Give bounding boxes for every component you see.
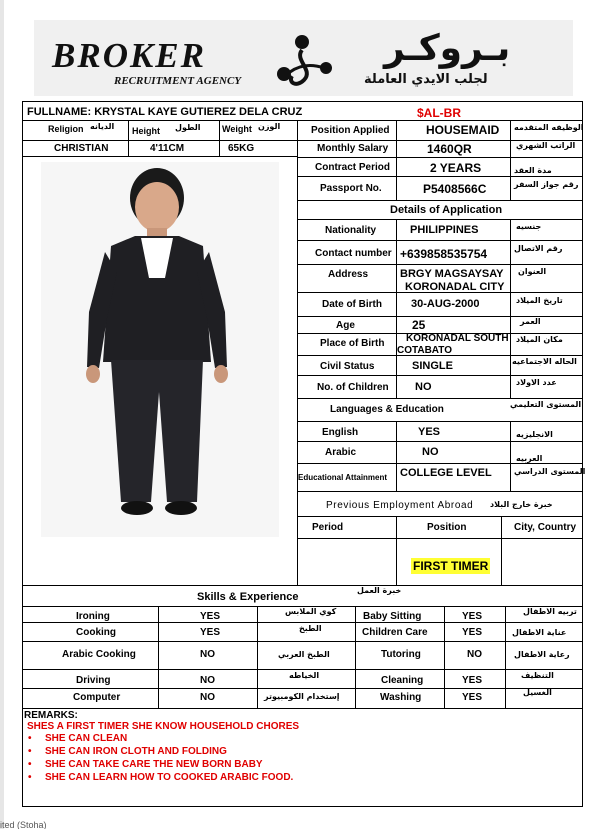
tagline-arabic: لجلب الايدي العاملة [364, 72, 488, 87]
skill-label-ar: رعاية الاطفال [514, 650, 570, 659]
children-label-ar: عدد الاولاد [516, 378, 557, 387]
skill-label-ar: إستخدام الكومبيوتر [264, 692, 340, 701]
address-line1: BRGY MAGSAYSAY [400, 268, 504, 280]
skill-label: Tutoring [381, 649, 421, 660]
english-label: English [322, 427, 359, 438]
languages-title-ar: المستوى التعليمي [510, 400, 582, 409]
age-label-ar: العمر [520, 317, 541, 326]
education-label-ar: المستوى الدراسي [514, 467, 586, 476]
reference-code: $AL-BR [417, 106, 461, 120]
position-label: Position Applied [311, 125, 390, 136]
contact-value: +639858535754 [400, 247, 488, 261]
skill-value: YES [200, 627, 221, 638]
skill-label-ar: تربيه الاطفال [523, 607, 577, 616]
skill-value: NO [200, 692, 215, 703]
skill-label: Children Care [362, 627, 428, 638]
contact-label: Contact number [315, 248, 392, 259]
skills-title-ar: خبرة العمل [357, 586, 402, 595]
brand-name: BROKER [52, 36, 206, 75]
arabic-value: NO [422, 446, 439, 458]
agency-name: RECRUITMENT AGENCY [114, 75, 242, 87]
pob-label-ar: مكان الميلاد [516, 335, 563, 344]
passport-label: Passport No. [320, 183, 382, 194]
height-label-ar: الطول [175, 123, 201, 132]
position-header: Position [427, 522, 467, 533]
pob-line1: KORONADAL SOUTH [406, 333, 509, 344]
skill-label: Cleaning [381, 675, 424, 686]
previous-employment-title-ar: خبرة خارج البلاد [490, 500, 553, 509]
dob-value: 30-AUG-2000 [411, 298, 480, 310]
skill-label: Washing [380, 692, 422, 703]
remark-item: • SHE CAN TAKE CARE THE NEW BORN BABY [28, 759, 293, 772]
city-country-header: City, Country [514, 522, 577, 533]
company-logo-icon [274, 32, 344, 92]
passport-value: P5408566C [423, 182, 487, 196]
position-label-ar: الوظيفه المتقدمه [514, 123, 584, 132]
civil-label: Civil Status [320, 361, 375, 372]
age-label: Age [336, 320, 355, 331]
skill-value: YES [462, 611, 483, 622]
skill-label-ar: الخياطه [289, 671, 320, 680]
skill-label-ar: عناية الاطفال [512, 628, 567, 637]
dob-label: Date of Birth [322, 299, 382, 310]
nationality-value: PHILIPPINES [410, 224, 479, 236]
skill-value: YES [200, 611, 221, 622]
skill-label: Cooking [76, 627, 116, 638]
first-timer-badge: FIRST TIMER [413, 559, 489, 573]
weight-label: Weight [222, 124, 252, 134]
page-edge [0, 0, 4, 829]
languages-title: Languages & Education [330, 404, 444, 415]
age-value: 25 [412, 318, 426, 332]
letterhead [34, 20, 573, 96]
skill-value: NO [200, 675, 215, 686]
height-value: 4'11CM [150, 143, 185, 154]
pob-label: Place of Birth [320, 338, 385, 349]
period-header: Period [312, 522, 344, 533]
english-value: YES [418, 426, 441, 438]
address-line2: KORONADAL CITY [405, 281, 505, 293]
contract-label: Contract Period [315, 162, 391, 173]
pob-line2: COTABATO [397, 345, 452, 356]
skill-label: Driving [76, 675, 111, 686]
arabic-label: Arabic [325, 447, 357, 458]
remarks-list [28, 733, 293, 785]
weight-value: 65KG [228, 143, 255, 154]
nationality-label-ar: جنسيه [516, 222, 542, 231]
skill-value: YES [462, 675, 483, 686]
address-label-ar: العنوان [518, 267, 547, 276]
civil-label-ar: الحاله الاجتماعيه [512, 357, 577, 366]
person-portrait-icon [41, 162, 279, 537]
dob-label-ar: تاريخ الميلاد [516, 296, 563, 305]
passport-label-ar: رقم جواز السفر [514, 180, 579, 189]
civil-value: SINGLE [412, 360, 453, 372]
previous-employment-title: Previous Employment Abroad [326, 500, 474, 511]
position-value: HOUSEMAID [426, 123, 500, 137]
skill-label: Computer [73, 692, 121, 703]
nationality-label: Nationality [325, 225, 377, 236]
remark-item: • SHE CAN CLEAN [28, 733, 293, 746]
remark-item: • SHE CAN LEARN HOW TO COOKED ARABIC FOOD. [28, 772, 293, 785]
footer-cut-text: ited (Stoha) [0, 820, 47, 829]
arabic-label-ar: العربيه [516, 454, 543, 463]
remark-item: • SHE CAN IRON CLOTH AND FOLDING [28, 746, 293, 759]
skill-label: Baby Sitting [363, 611, 422, 622]
skill-label-ar: كوي الملابس [285, 607, 337, 616]
skill-value: NO [200, 649, 215, 660]
salary-label-ar: الراتب الشهري [516, 141, 576, 150]
salary-value: 1460QR [427, 142, 472, 156]
height-label: Height [132, 126, 160, 136]
address-label: Address [328, 269, 369, 280]
skill-value: YES [462, 692, 483, 703]
english-label-ar: الانجليزيه [516, 430, 553, 439]
skill-label-ar: الغسيل [523, 688, 552, 697]
skill-label: Arabic Cooking [62, 649, 136, 660]
skill-label: Ironing [76, 611, 110, 622]
contract-value: 2 YEARS [430, 161, 482, 175]
details-title: Details of Application [390, 204, 503, 216]
children-value: NO [415, 381, 432, 393]
education-label: Educational Attainment [298, 473, 388, 482]
skill-value: NO [467, 649, 482, 660]
contact-label-ar: رقم الاتصال [514, 244, 563, 253]
remarks-summary: SHES A FIRST TIMER SHE KNOW HOUSEHOLD CHORES [27, 721, 300, 732]
skills-title: Skills & Experience [197, 591, 299, 603]
skill-label-ar: الطبخ [299, 624, 322, 633]
children-label: No. of Children [317, 382, 389, 393]
skill-label-ar: التنظيف [521, 671, 554, 680]
salary-label: Monthly Salary [317, 143, 389, 154]
applicant-photo [41, 162, 279, 537]
brand-name-arabic: بـروكـر [384, 28, 511, 69]
contract-label-ar: مدة العقد [514, 166, 552, 175]
remarks-title: REMARKS: [24, 710, 78, 721]
religion-value: CHRISTIAN [54, 143, 109, 154]
education-value: COLLEGE LEVEL [400, 467, 492, 479]
skill-value: YES [462, 627, 483, 638]
full-name: FULLNAME: KRYSTAL KAYE GUTIEREZ DELA CRUZ [27, 106, 303, 118]
skill-label-ar: الطبخ العربي [278, 650, 330, 659]
weight-label-ar: الوزن [258, 122, 281, 131]
religion-label-ar: الديانه [90, 122, 115, 131]
religion-label: Religion [48, 124, 84, 134]
